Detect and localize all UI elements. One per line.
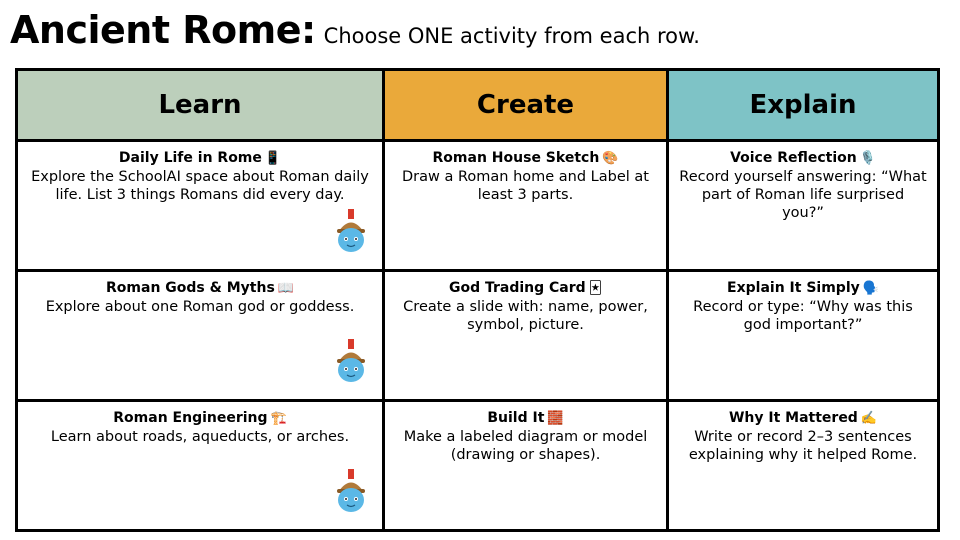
activity-cell — [384, 141, 668, 271]
phone-icon: 📱 — [264, 151, 282, 166]
activity-description: Make a labeled diagram or model (drawing or shapes). — [403, 429, 648, 463]
activity-title: Explain It Simply — [727, 280, 860, 296]
activity-cell — [17, 271, 384, 401]
page-title: Ancient Rome: — [10, 8, 316, 52]
activity-cell — [17, 141, 384, 271]
brick-icon: 🧱 — [547, 411, 564, 426]
writing-hand-icon: ✍️ — [860, 411, 878, 426]
construction-crane-icon: 🏗️ — [270, 411, 287, 426]
activity-cell — [668, 401, 939, 531]
activity-cell — [668, 141, 939, 271]
activity-title: God Trading Card — [448, 280, 586, 296]
page-header — [10, 8, 700, 56]
activity-cell — [384, 271, 668, 401]
activity-description: Learn about roads, aqueducts, or arches. — [50, 429, 350, 445]
activity-description: Record yourself answering: “What part of Roman life surprised you?” — [679, 169, 927, 221]
microphone-icon: 🎙️ — [859, 151, 876, 166]
activity-description: Write or record 2–3 sentences explaining why it helped Rome. — [688, 429, 918, 463]
column-header-learn: Learn — [17, 70, 384, 141]
activity-cell — [384, 401, 668, 531]
activity-title: Voice Reflection — [730, 150, 857, 166]
roman-helmet-mascot-icon — [334, 339, 368, 383]
activity-cell — [17, 401, 384, 531]
activity-description: Explore about one Roman god or goddess. — [45, 299, 355, 315]
table-row — [17, 141, 939, 271]
activity-title: Build It — [487, 410, 545, 426]
playing-card-icon: 🃏 — [588, 281, 602, 296]
activity-title: Daily Life in Rome — [118, 150, 262, 166]
table-row — [17, 401, 939, 531]
activity-title: Why It Mattered — [728, 410, 858, 426]
activity-title: Roman Engineering — [113, 410, 268, 426]
book-icon: 📖 — [277, 281, 294, 296]
choice-board — [15, 68, 940, 532]
header-row — [17, 70, 939, 141]
speaking-head-icon: 🗣️ — [862, 281, 879, 296]
activity-description: Record or type: “Why was this god important?” — [693, 299, 913, 333]
activity-description: Draw a Roman home and Label at least 3 parts. — [402, 169, 649, 203]
palette-icon: 🎨 — [602, 151, 619, 166]
activity-description: Create a slide with: name, power, symbol, picture. — [403, 299, 648, 333]
page-subtitle: Choose ONE activity from each row. — [323, 24, 700, 48]
roman-helmet-mascot-icon — [334, 469, 368, 513]
activity-cell — [668, 271, 939, 401]
activity-title: Roman House Sketch — [432, 150, 600, 166]
table-row — [17, 271, 939, 401]
activity-description: Explore the SchoolAI space about Roman daily life. List 3 things Romans did every day. — [31, 169, 369, 203]
activity-title: Roman Gods & Myths — [106, 280, 275, 296]
column-header-create: Create — [384, 70, 668, 141]
column-header-explain: Explain — [668, 70, 939, 141]
roman-helmet-mascot-icon — [334, 209, 368, 253]
